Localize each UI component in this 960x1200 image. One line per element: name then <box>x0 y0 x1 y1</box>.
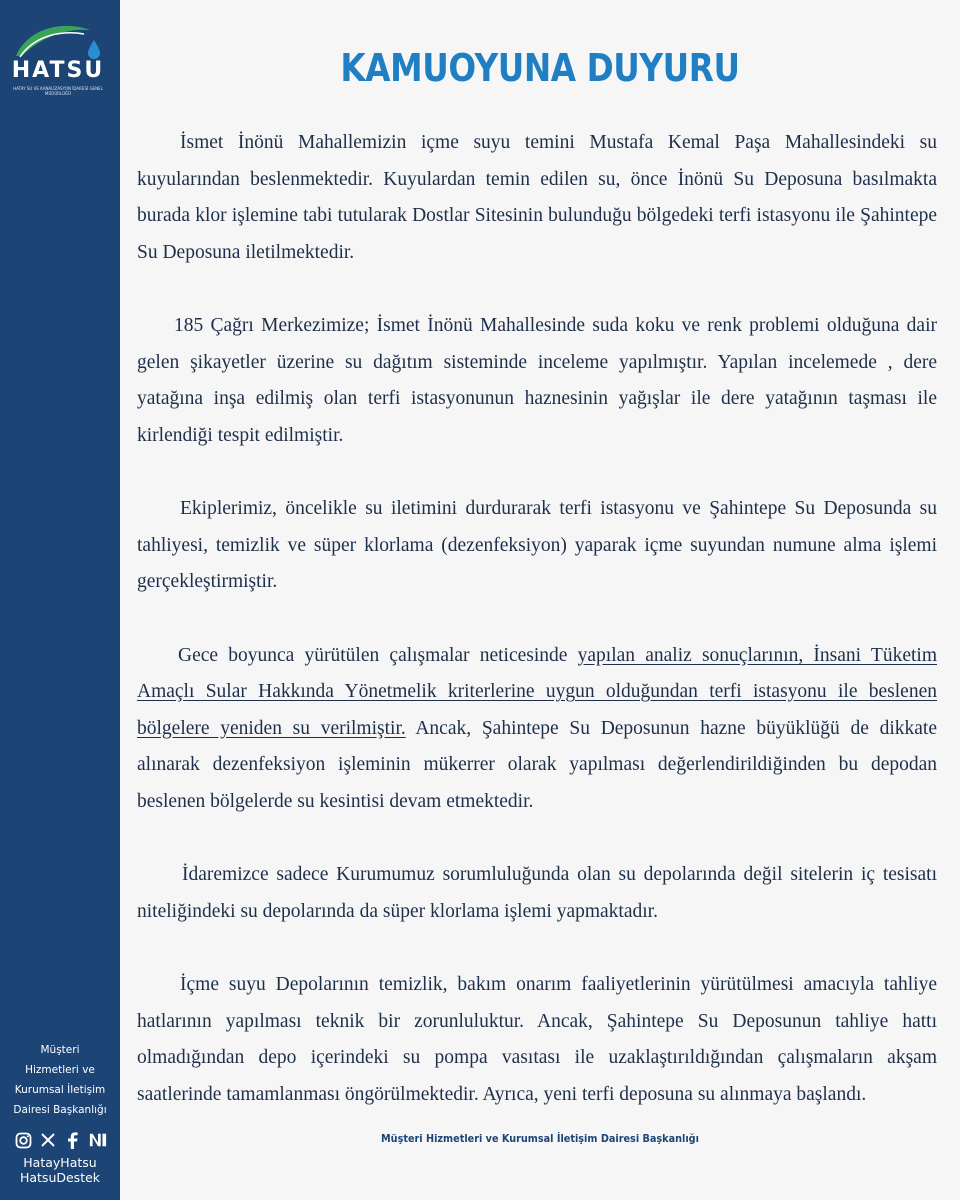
facebook-icon[interactable] <box>64 1131 82 1149</box>
paragraph-4-rest: Ancak, Şahintepe Su Deposunun hazne büyüklüğü de dikkate alınarak dezenfeksiyon işleminin mükerrer olarak yapılması değerlendirildiğinden bu depodan beslenen bölgelerde su kesintisi devam etmektedir. <box>137 717 937 812</box>
handle-hatsudestek[interactable]: HatsuDestek <box>19 1170 101 1185</box>
nsosyal-icon[interactable] <box>89 1131 107 1149</box>
paragraph-1: İsmet İnönü Mahallemizin içme suyu temini Mustafa Kemal Paşa Mahallesindeki su kuyularından beslenmektedir. Kuyulardan temin edilen su, önce İnönü Su Deposuna basılmakta burada klor işlemine tabi tutularak Dostlar Sitesinin bulunduğu bölgedeki terfi istasyonu ile Şahintepe Su Deposuna iletilmektedir. <box>137 132 937 263</box>
hatsu-logo <box>8 16 108 98</box>
logo-wordmark: HATSU <box>11 58 105 83</box>
announcement-body <box>137 125 937 1113</box>
social-handles <box>0 1155 120 1185</box>
paragraph-4-underlined: yapılan analiz sonuçlarının, İnsani Tüketim Amaçlı Sular Hakkında Yönetmelik kriterlerine uygun olduğundan terfi istasyonu ile beslenen bölgelere yeniden su verilmiştir. <box>137 644 937 739</box>
social-icons <box>14 1130 107 1150</box>
paragraph-4-intro: Gece boyunca yürütülen çalışmalar neticesinde <box>178 644 578 666</box>
department-line: Dairesi Başkanlığı <box>13 1104 107 1116</box>
handle-hatayhatsu[interactable]: HatayHatsu <box>23 1155 97 1170</box>
department-line: Müşteri <box>40 1044 80 1056</box>
department-line: Kurumsal İletişim <box>14 1084 106 1096</box>
paragraph-2: 185 Çağrı Merkezimize; İsmet İnönü Mahallesinde suda koku ve renk problemi olduğuna dair gelen şikayetler üzerine su dağıtım sisteminde inceleme yapılmıştır. Yapılan incelemede , dere yatağına inşa edilmiş olan terfi istasyonunun haznesinin yağışlar ile dere yatağının taşması ile kirlendiği tespit edilmiştir. <box>137 315 937 446</box>
logo-subtext: HATAY SU VE KANALİZASYON İDARESİ GENEL MÜDÜRLÜĞÜ <box>13 86 103 96</box>
footer-department: Müşteri Hizmetleri ve Kurumsal İletişim Dairesi Başkanlığı <box>381 1132 699 1145</box>
sidebar-department <box>0 1040 120 1120</box>
department-line: Hizmetleri ve <box>25 1064 95 1076</box>
page-title: KAMUOYUNA DUYURU <box>340 46 740 90</box>
instagram-icon[interactable] <box>14 1131 32 1149</box>
sidebar <box>0 0 120 1200</box>
paragraph-6: İçme suyu Depolarının temizlik, bakım onarım faaliyetlerinin yürütülmesi amacıyla tahliye hatlarının yapılması teknik bir zorunluluktur. Ancak, Şahintepe Su Deposunun tahliye hattı olmadığından depo içerindeki su pompa vasıtası ile uzaklaştırıldığından çalışmaların akşam saatlerinde tamamlanması öngörülmektedir. Ayrıca, yeni terfi deposuna su alınmaya başlandı. <box>137 974 937 1105</box>
paragraph-4 <box>137 638 937 821</box>
x-icon[interactable] <box>39 1131 57 1149</box>
paragraph-3: Ekiplerimiz, öncelikle su iletimini durdurarak terfi istasyonu ve Şahintepe Su Deposunda su tahliyesi, temizlik ve süper klorlama (dezenfeksiyon) yaparak içme suyundan numune alma işlemi gerçekleştirmiştir. <box>137 498 937 592</box>
paragraph-5: İdaremizce sadece Kurumumuz sorumluluğunda olan su depolarında değil sitelerin iç tesisatı niteliğindeki su depolarında da süper klorlama işlemi yapmaktadır. <box>137 864 937 922</box>
